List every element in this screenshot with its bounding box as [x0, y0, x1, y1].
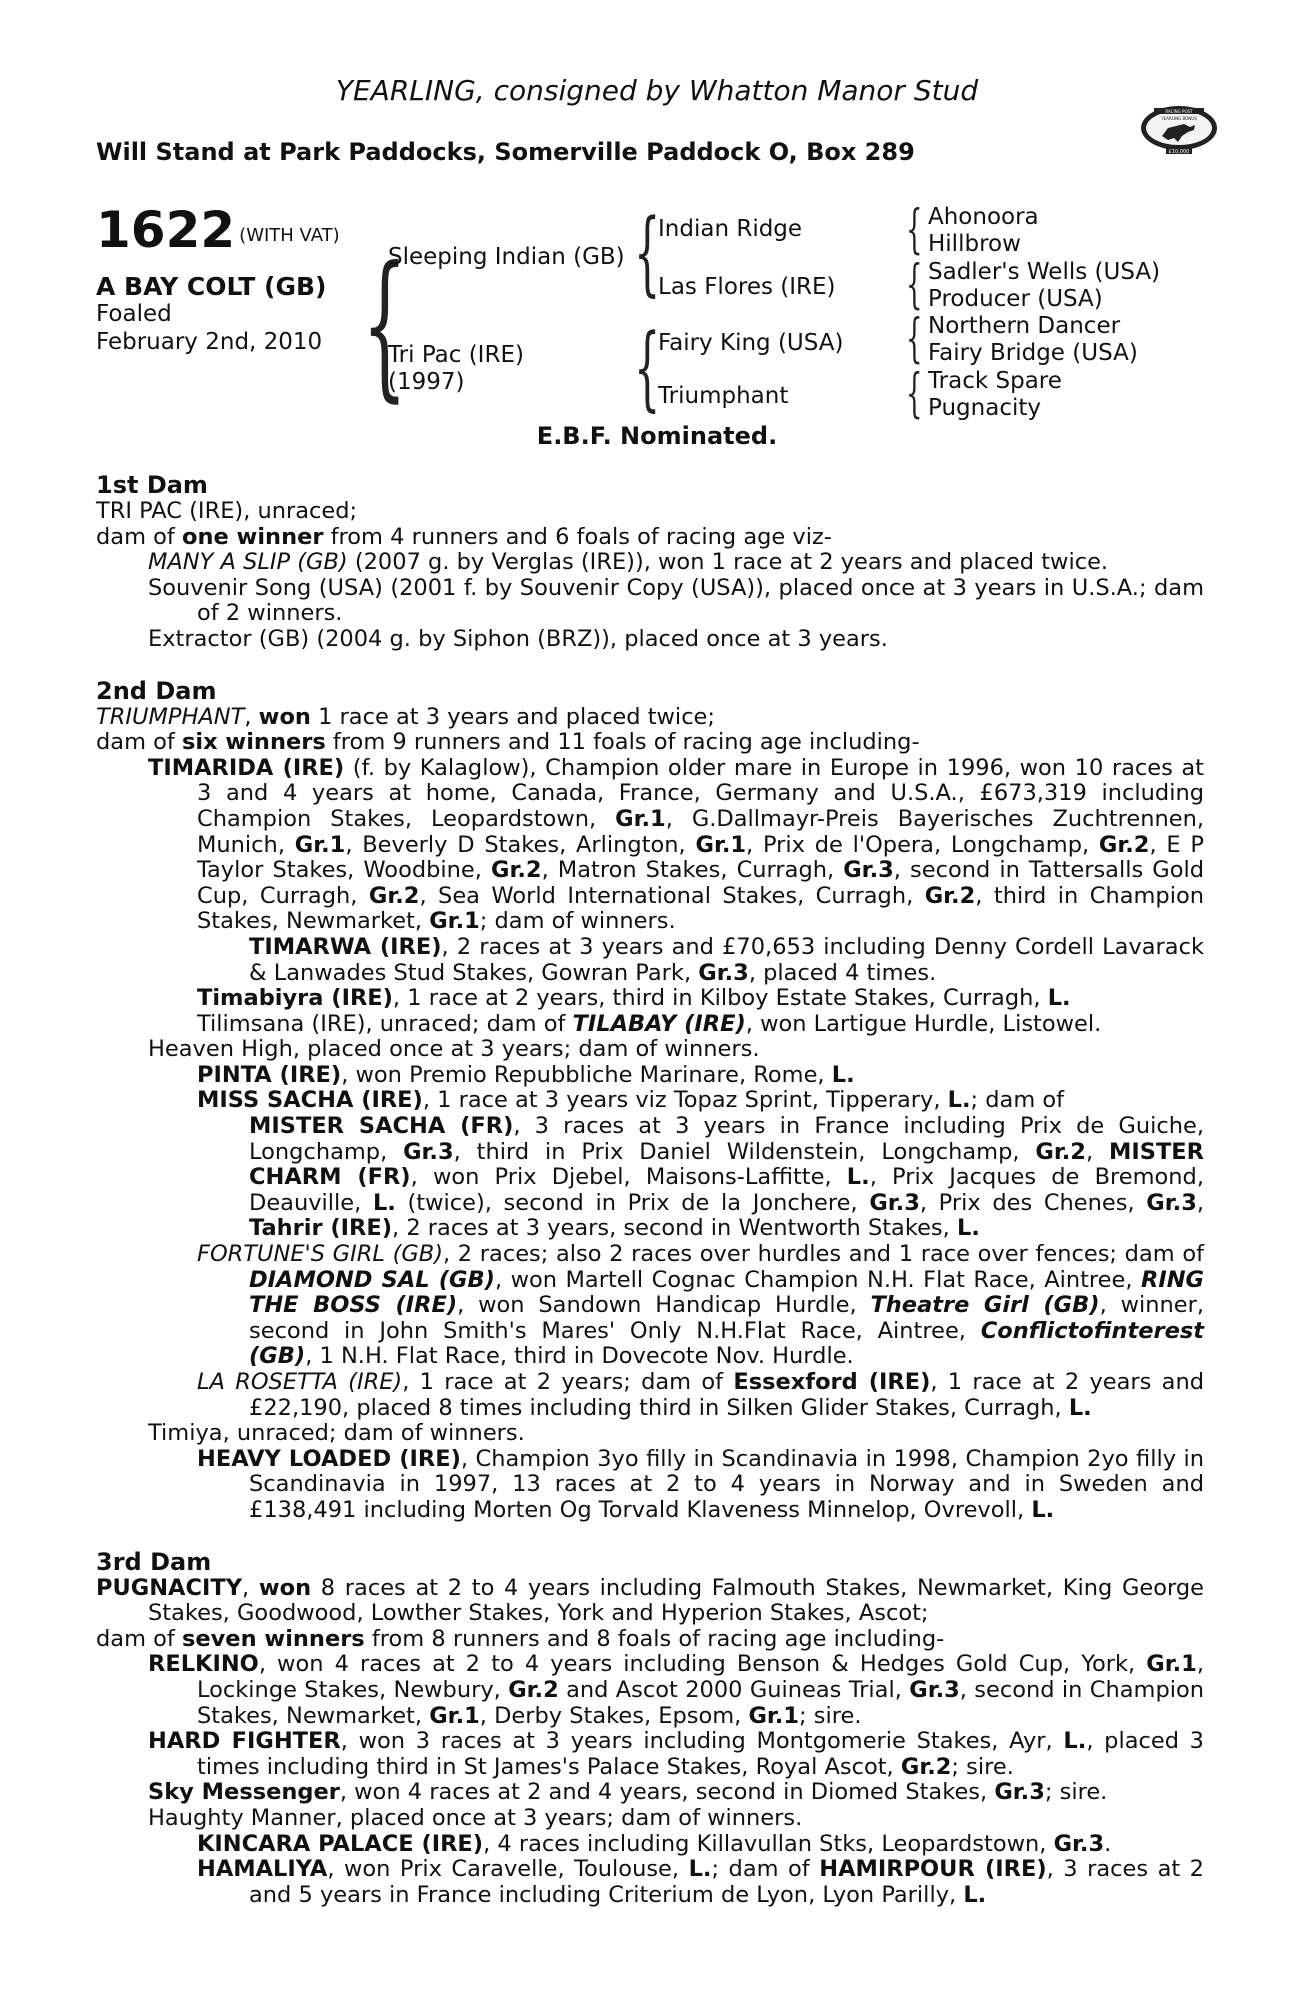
pedigree-brace-g2: {: [906, 255, 923, 315]
pedigree-gg-8: Pugnacity: [928, 395, 1041, 421]
pedigree-gg-7: Track Spare: [928, 368, 1062, 394]
first-dam-heading: 1st Dam: [96, 471, 208, 499]
pedigree-sire: Sleeping Indian (GB): [388, 244, 625, 270]
pedigree-brace-sire: {: [634, 199, 661, 306]
svg-text:YEARLING BONUS: YEARLING BONUS: [1161, 116, 1197, 121]
hamaliya-entry: HAMALIYA, won Prix Caravelle, Toulouse, L.; dam of HAMIRPOUR (IRE), 3 races at 2 and 5 years in France including Criterium de Lyon, Lyon Parilly, L.: [197, 1856, 1205, 1908]
sky-messenger-entry: Sky Messenger, won 4 races at 2 and 4 years, second in Diomed Stakes, Gr.3; sire.: [148, 1779, 1108, 1806]
kincara-palace-entry: KINCARA PALACE (IRE), 4 races including Killavullan Stks, Leopardstown, Gr.3.: [197, 1830, 1112, 1857]
second-dam-line: TRIUMPHANT, won 1 race at 3 years and placed twice;: [96, 703, 715, 730]
pinta-entry: PINTA (IRE), won Premio Repubbliche Marinare, Rome, L.: [197, 1061, 855, 1088]
timabiyra-entry: Timabiyra (IRE), 1 race at 2 years, third in Kilboy Estate Stakes, Curragh, L.: [197, 985, 1071, 1012]
stand-location: Will Stand at Park Paddocks, Somerville Paddock O, Box 289: [96, 138, 915, 166]
miss-sacha-entry: MISS SACHA (IRE), 1 race at 3 years viz Topaz Sprint, Tipperary, L.; dam of: [197, 1087, 1065, 1114]
relkino-entry: RELKINO, won 4 races at 2 to 4 years including Benson & Hedges Gold Cup, York, Gr.1, Lockinge Stakes, Newbury, Gr.2 and Ascot 2000 Guineas Trial, Gr.3, second in Champion Stakes, Newmarket, Gr.1, Derby Stakes, Epsom, Gr.1; sire.: [148, 1651, 1204, 1729]
third-dam-line: PUGNACITY, won 8 races at 2 to 4 years including Falmouth Stakes, Newmarket, King George Stakes, Goodwood, Lowther Stakes, York and Hyperion Stakes, Ascot;: [96, 1574, 1204, 1627]
heaven-high-entry: Heaven High, placed once at 3 years; dam of winners.: [148, 1036, 760, 1063]
pedigree-dam-dam: Triumphant: [658, 383, 789, 409]
pedigree-brace-dam: {: [634, 314, 661, 421]
pedigree-dam-name: Tri Pac (IRE): [388, 342, 524, 368]
yearling-bonus-badge: [1138, 98, 1220, 156]
pedigree-brace-g1: {: [906, 200, 923, 260]
second-dam-heading: 2nd Dam: [96, 676, 217, 705]
lot-number: 1622: [96, 201, 236, 259]
pedigree-gg-2: Hillbrow: [928, 231, 1021, 257]
catalogue-body: [96, 472, 1204, 1908]
first-dam-offspring-3: Extractor (GB) (2004 g. by Siphon (BRZ)), placed once at 3 years.: [148, 625, 888, 652]
pedigree-brace-g3: {: [906, 309, 923, 369]
vat-label: (WITH VAT): [239, 225, 340, 246]
pedigree-dam-sire: Fairy King (USA): [658, 330, 844, 356]
foaled-info: [96, 300, 322, 356]
pedigree-sire-sire: Indian Ridge: [658, 216, 803, 242]
pedigree-dam-year: (1997): [388, 369, 465, 395]
hard-fighter-entry: HARD FIGHTER, won 3 races at 3 years including Montgomerie Stakes, Ayr, L., placed 3 times including third in St James's Palace Stakes, Royal Ascot, Gr.2; sire.: [148, 1728, 1204, 1780]
la-rosetta-entry: LA ROSETTA (IRE), 1 race at 2 years; dam of Essexford (IRE), 1 race at 2 years and £22,190, placed 8 times including third in Silken Glider Stakes, Curragh, L.: [197, 1369, 1204, 1421]
third-dam-heading: 3rd Dam: [96, 1547, 212, 1576]
pedigree-gg-4: Producer (USA): [928, 286, 1103, 312]
pedigree-brace-main: {: [362, 233, 408, 417]
svg-text:£10,000: £10,000: [1168, 149, 1190, 155]
first-dam-produce-summary: dam of one winner from 4 runners and 6 foals of racing age viz-: [96, 523, 832, 550]
foaled-date: February 2nd, 2010: [96, 329, 323, 355]
second-dam-produce-summary: dam of six winners from 9 runners and 11 foals of racing age including-: [96, 729, 920, 756]
timarida-entry: TIMARIDA (IRE) (f. by Kalaglow), Champion older mare in Europe in 1996, won 10 races at 3 and 4 years at home, Canada, France, Germany and U.S.A., £673,319 including Champion Stakes, Leopardstown, Gr.1, G.Dallmayr-Preis Bayerisches Zuchtrennen, Munich, Gr.1, Beverly D Stakes, Arlington, Gr.1, Prix de l'Opera, Longchamp, Gr.2, E P Taylor Stakes, Woodbine, Gr.2, Matron Stakes, Curragh, Gr.3, second in Tattersalls Gold Cup, Curragh, Gr.2, Sea World International Stakes, Curragh, Gr.2, third in Champion Stakes, Newmarket, Gr.1; dam of winners.: [148, 754, 1205, 935]
horse-name: A BAY COLT (GB): [96, 272, 327, 301]
pedigree-gg-6: Fairy Bridge (USA): [928, 340, 1138, 366]
haughty-manner-entry: Haughty Manner, placed once at 3 years; dam of winners.: [148, 1804, 803, 1831]
foaled-label: Foaled: [96, 301, 172, 327]
pedigree-gg-5: Northern Dancer: [928, 313, 1121, 339]
third-dam-produce-summary: dam of seven winners from 8 runners and 8 foals of racing age including-: [96, 1625, 945, 1652]
pedigree-gg-3: Sadler's Wells (USA): [928, 259, 1161, 285]
page-title: YEARLING, consigned by Whatton Manor Stud: [335, 74, 979, 107]
first-dam-offspring-2: Souvenir Song (USA) (2001 f. by Souvenir Copy (USA)), placed once at 3 years in U.S.A.; dam of 2 winners.: [148, 574, 1204, 627]
first-dam-offspring-1: MANY A SLIP (GB) (2007 g. by Verglas (IRE)), won 1 race at 2 years and placed twice.: [148, 549, 1109, 576]
ebf-nomination: E.B.F. Nominated.: [536, 422, 778, 450]
fortunes-girl-entry: FORTUNE'S GIRL (GB), 2 races; also 2 races over hurdles and 1 race over fences; dam of DIAMOND SAL (GB), won Martell Cognac Champion N.H. Flat Race, Aintree, RING THE BOSS (IRE), won Sandown Handicap Hurdle, Theatre Girl (GB), winner, second in John Smith's Mares' Only N.H.Flat Race, Aintree, Conflictofinterest (GB), 1 N.H. Flat Race, third in Dovecote Nov. Hurdle.: [197, 1241, 1205, 1370]
timiya-entry: Timiya, unraced; dam of winners.: [148, 1420, 525, 1447]
pedigree-gg-1: Ahonoora: [928, 204, 1039, 230]
mister-sacha-entry: MISTER SACHA (FR), 3 races at 3 years in France including Prix de Guiche, Longchamp, Gr.3, third in Prix Daniel Wildenstein, Longchamp, Gr.2, MISTER CHARM (FR), won Prix Djebel, Maisons-Laffitte, L., Prix Jacques de Bremond, Deauville, L. (twice), second in Prix de la Jonchere, Gr.3, Prix des Chenes, Gr.3, Tahrir (IRE), 2 races at 3 years, second in Wentworth Stakes, L.: [249, 1113, 1205, 1242]
svg-text:RACING POST: RACING POST: [1165, 109, 1193, 114]
pedigree-brace-g4: {: [906, 364, 923, 424]
pedigree-sire-dam: Las Flores (IRE): [658, 274, 836, 300]
timarwa-entry: TIMARWA (IRE), 2 races at 3 years and £70,653 including Denny Cordell Lavarack & Lanwades Stud Stakes, Gowran Park, Gr.3, placed 4 times.: [249, 933, 1204, 986]
first-dam-line: TRI PAC (IRE), unraced;: [96, 498, 358, 524]
lot-number-block: [96, 201, 340, 259]
heavy-loaded-entry: HEAVY LOADED (IRE), Champion 3yo filly in Scandinavia in 1998, Champion 2yo filly in Scandinavia in 1997, 13 races at 2 to 4 years in Norway and in Sweden and £138,491 including Morten Og Torvald Klaveness Minnelop, Ovrevoll, L.: [197, 1445, 1205, 1523]
tilimsana-entry: Tilimsana (IRE), unraced; dam of TILABAY (IRE), won Lartigue Hurdle, Listowel.: [197, 1010, 1102, 1037]
